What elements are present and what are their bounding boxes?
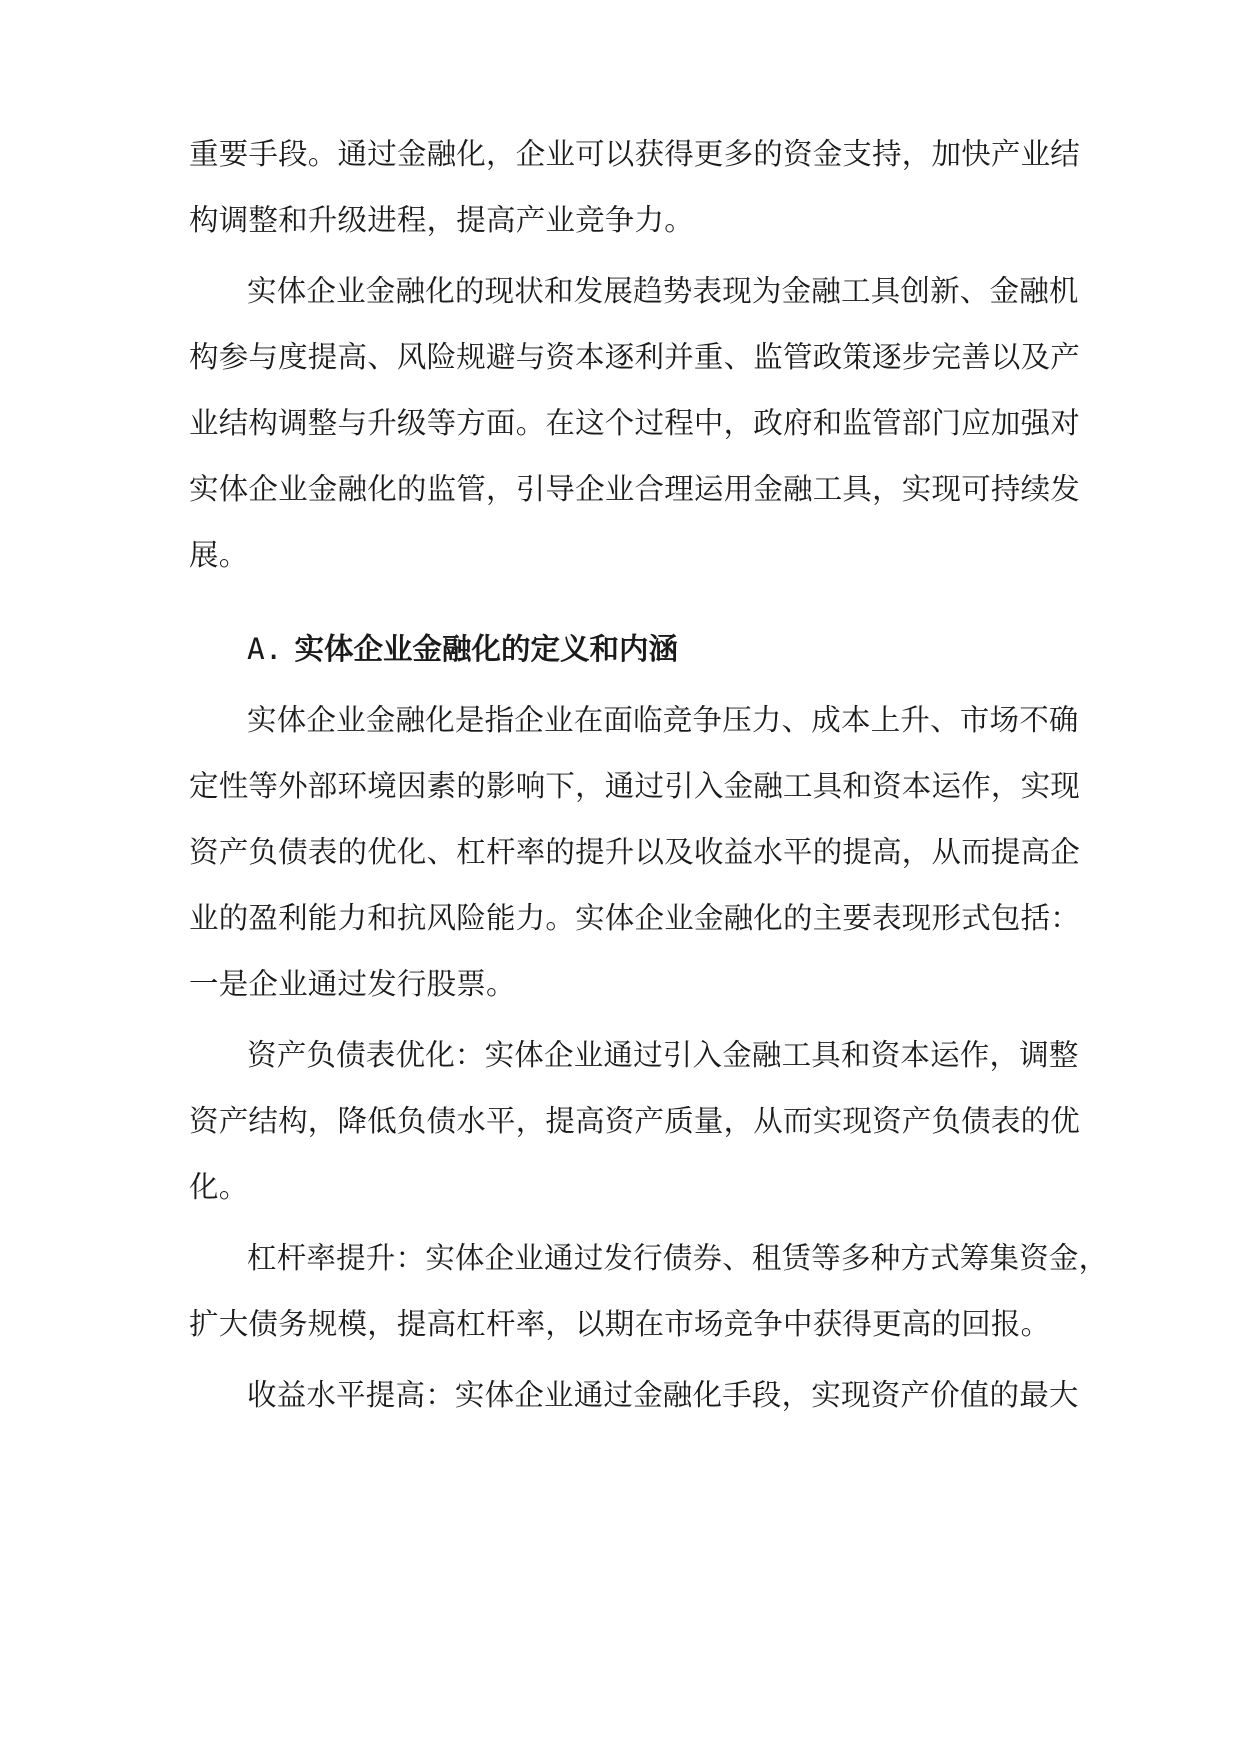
paragraph-line: 资产负债表的优化、杠杆率的提升以及收益水平的提高，从而提高企 — [189, 835, 1081, 869]
paragraph-line: 扩大债务规模，提高杠杆率，以期在市场竞争中获得更高的回报。 — [189, 1307, 1051, 1341]
section-marker: A. — [247, 632, 283, 666]
paragraph-line: 实体企业金融化的监管，引导企业合理运用金融工具，实现可持续发 — [189, 472, 1081, 506]
section-title: 实体企业金融化的定义和内涵 — [294, 632, 679, 666]
paragraph-line: 业的盈利能力和抗风险能力。实体企业金融化的主要表现形式包括： — [189, 901, 1081, 935]
paragraph-line: 构参与度提高、风险规避与资本逐利并重、监管政策逐步完善以及产 — [189, 340, 1081, 374]
paragraph-line: 重要手段。通过金融化，企业可以获得更多的资金支持，加快产业结 — [189, 137, 1081, 171]
paragraph-line: 一是企业通过发行股票。 — [189, 967, 516, 1001]
paragraph-line: 实体企业金融化是指企业在面临竞争压力、成本上升、市场不确 — [247, 703, 1079, 737]
paragraph-line: 收益水平提高：实体企业通过金融化手段，实现资产价值的最大 — [247, 1378, 1079, 1412]
paragraph-line: 资产结构，降低负债水平，提高资产质量，从而实现资产负债表的优 — [189, 1104, 1081, 1138]
paragraph-line: 定性等外部环境因素的影响下，通过引入金融工具和资本运作，实现 — [189, 769, 1081, 803]
paragraph-line: 资产负债表优化：实体企业通过引入金融工具和资本运作，调整 — [247, 1038, 1079, 1072]
paragraph-line: 构调整和升级进程，提高产业竞争力。 — [189, 203, 694, 237]
paragraph-line: 化。 — [189, 1170, 249, 1204]
paragraph-line: 实体企业金融化的现状和发展趋势表现为金融工具创新、金融机 — [247, 274, 1079, 308]
paragraph-line: 展。 — [189, 538, 249, 572]
paragraph-line: 业结构调整与升级等方面。在这个过程中，政府和监管部门应加强对 — [189, 406, 1081, 440]
paragraph-line: 杠杆率提升：实体企业通过发行债券、租赁等多种方式筹集资金， — [247, 1241, 1109, 1275]
section-heading — [247, 630, 678, 668]
